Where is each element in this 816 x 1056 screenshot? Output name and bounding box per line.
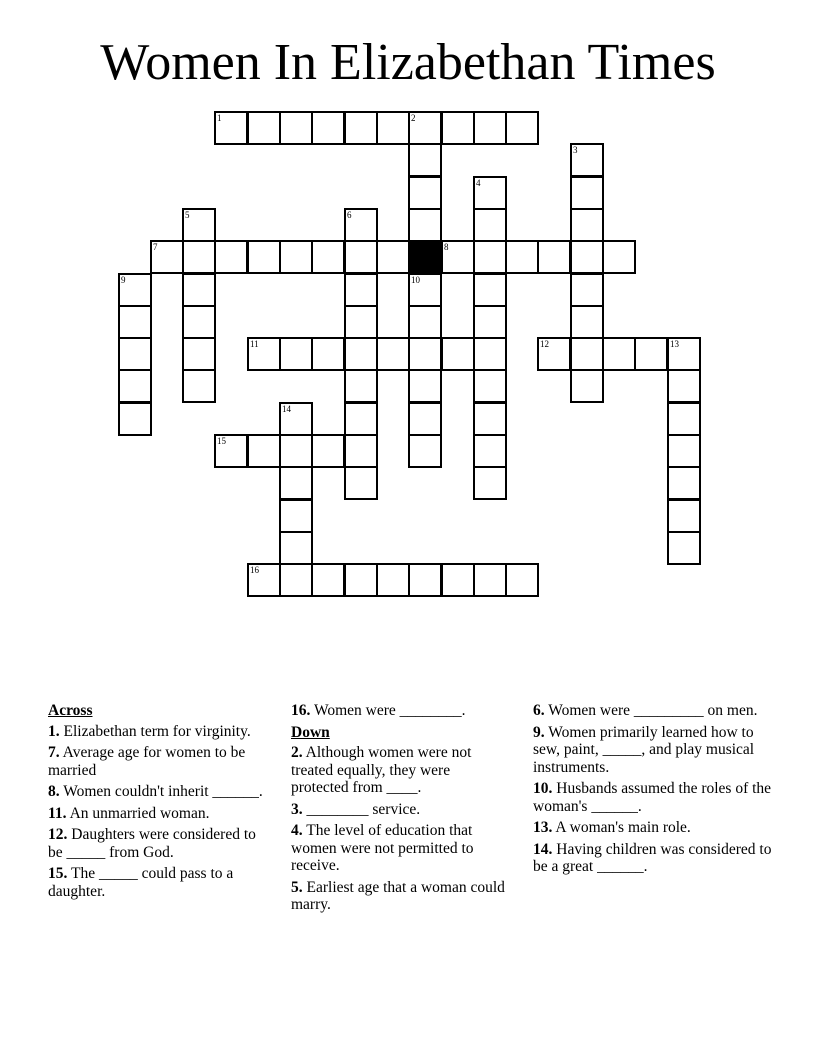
- grid-cell[interactable]: [441, 111, 475, 145]
- grid-cell[interactable]: [570, 176, 604, 210]
- grid-cell[interactable]: [344, 240, 378, 274]
- clue-number-label: 15: [217, 436, 226, 446]
- clue-number-label: 14: [282, 404, 291, 414]
- grid-cell-4[interactable]: [473, 176, 507, 210]
- grid-cell-14[interactable]: [279, 402, 313, 436]
- grid-cell[interactable]: [473, 369, 507, 403]
- clue-number-label: 7: [153, 242, 158, 252]
- grid-cell[interactable]: [505, 240, 539, 274]
- grid-cell[interactable]: [667, 434, 701, 468]
- clue-text: Husbands assumed the roles of the woman's ______.: [533, 780, 772, 815]
- clue-number: 7.: [48, 744, 60, 761]
- grid-cell[interactable]: [344, 111, 378, 145]
- grid-cell[interactable]: [473, 337, 507, 371]
- grid-cell[interactable]: [408, 402, 442, 436]
- clue-number-label: 8: [444, 242, 449, 252]
- clue-number: 5.: [291, 878, 303, 896]
- clue-text: Women were ________.: [313, 702, 466, 719]
- clue-number: 4.: [291, 822, 303, 839]
- clue-text: The level of education that women were not permitted to receive.: [291, 822, 474, 874]
- grid-cell[interactable]: [473, 240, 507, 274]
- clue-text: A woman's main role.: [555, 819, 691, 836]
- clue-across-8: [48, 783, 268, 801]
- clue-text: Women were _________ on men.: [548, 702, 758, 719]
- clue-text: Having children was considered to be a great ______.: [533, 840, 772, 875]
- grid-cell[interactable]: [473, 466, 507, 500]
- clue-number: 11.: [48, 804, 67, 822]
- clue-text: Elizabethan term for virginity.: [63, 722, 251, 740]
- grid-cell[interactable]: [473, 111, 507, 145]
- grid-cell[interactable]: [408, 208, 442, 242]
- clue-down-10: [533, 780, 773, 815]
- grid-cell-8[interactable]: [441, 240, 475, 274]
- grid-cell[interactable]: [279, 240, 313, 274]
- grid-cell-16[interactable]: [247, 563, 281, 597]
- grid-cell-5[interactable]: [182, 208, 216, 242]
- grid-cell[interactable]: [441, 337, 475, 371]
- grid-cell[interactable]: [473, 305, 507, 339]
- grid-cell[interactable]: [118, 305, 152, 339]
- grid-cell[interactable]: [473, 402, 507, 436]
- clue-number-label: 2: [411, 113, 416, 123]
- grid-cell[interactable]: [376, 563, 410, 597]
- grid-cell[interactable]: [505, 563, 539, 597]
- clue-across-1: [48, 723, 268, 741]
- grid-cell[interactable]: [376, 240, 410, 274]
- clue-number: 3.: [291, 800, 303, 818]
- grid-cell-9[interactable]: [118, 273, 152, 307]
- clue-number: 1.: [48, 722, 60, 740]
- grid-cell[interactable]: [408, 563, 442, 597]
- grid-cell[interactable]: [247, 240, 281, 274]
- black-cell: [408, 240, 442, 274]
- grid-cell[interactable]: [602, 337, 636, 371]
- grid-cell[interactable]: [376, 111, 410, 145]
- clue-number: 8.: [48, 783, 60, 800]
- grid-cell[interactable]: [408, 369, 442, 403]
- clue-number-label: 3: [573, 145, 578, 155]
- grid-cell[interactable]: [570, 369, 604, 403]
- clue-across-15: [48, 865, 268, 900]
- grid-cell[interactable]: [311, 111, 345, 145]
- grid-cell[interactable]: [182, 240, 216, 274]
- grid-cell[interactable]: [408, 305, 442, 339]
- grid-cell[interactable]: [344, 563, 378, 597]
- grid-cell[interactable]: [570, 208, 604, 242]
- clue-number: 15.: [48, 865, 68, 882]
- grid-cell-15[interactable]: [214, 434, 248, 468]
- clues-column-2: [291, 702, 505, 918]
- grid-cell[interactable]: [667, 499, 701, 533]
- clue-down-6: [533, 702, 773, 720]
- grid-cell[interactable]: [344, 337, 378, 371]
- grid-cell[interactable]: [667, 531, 701, 565]
- grid-cell[interactable]: [182, 305, 216, 339]
- grid-cell[interactable]: [279, 563, 313, 597]
- grid-cell[interactable]: [344, 402, 378, 436]
- grid-cell[interactable]: [570, 305, 604, 339]
- grid-cell[interactable]: [279, 531, 313, 565]
- grid-cell[interactable]: [570, 240, 604, 274]
- grid-cell-10[interactable]: [408, 273, 442, 307]
- grid-cell[interactable]: [118, 337, 152, 371]
- grid-cell[interactable]: [344, 434, 378, 468]
- clue-down-9: [533, 724, 773, 777]
- grid-cell[interactable]: [408, 143, 442, 177]
- clue-text: The _____ could pass to a daughter.: [48, 865, 234, 900]
- grid-cell[interactable]: [344, 305, 378, 339]
- page-title: Women In Elizabethan Times: [100, 34, 716, 91]
- grid-cell[interactable]: [182, 369, 216, 403]
- grid-cell[interactable]: [473, 208, 507, 242]
- grid-cell[interactable]: [408, 434, 442, 468]
- clue-number-label: 1: [217, 113, 222, 123]
- clue-text: Earliest age that a woman could marry.: [291, 878, 505, 913]
- grid-cell[interactable]: [279, 499, 313, 533]
- grid-cell-13[interactable]: [667, 337, 701, 371]
- grid-cell[interactable]: [505, 111, 539, 145]
- grid-cell[interactable]: [441, 563, 475, 597]
- clues-column-1: [48, 702, 268, 904]
- grid-cell[interactable]: [118, 369, 152, 403]
- across-heading: Across: [48, 702, 93, 719]
- clue-number-label: 6: [347, 210, 352, 220]
- clue-number: 10.: [533, 780, 553, 797]
- grid-cell[interactable]: [182, 273, 216, 307]
- clue-down-5: [291, 879, 505, 914]
- clue-number: 2.: [291, 744, 303, 761]
- grid-cell[interactable]: [473, 273, 507, 307]
- clue-text: An unmarried woman.: [69, 804, 210, 822]
- clue-across-7: [48, 744, 268, 779]
- grid-cell[interactable]: [634, 337, 668, 371]
- grid-cell[interactable]: [570, 273, 604, 307]
- clue-text: Average age for women to be married: [48, 744, 246, 779]
- grid-cell[interactable]: [279, 434, 313, 468]
- clue-number-label: 4: [476, 178, 481, 188]
- clue-number: 6.: [533, 702, 545, 719]
- grid-cell[interactable]: [344, 273, 378, 307]
- clue-across-11: [48, 805, 268, 823]
- grid-cell[interactable]: [667, 466, 701, 500]
- clue-number-label: 13: [670, 339, 679, 349]
- clue-down-2: [291, 744, 505, 797]
- clue-down-3: [291, 801, 505, 819]
- grid-cell[interactable]: [279, 337, 313, 371]
- down-heading: Down: [291, 723, 330, 741]
- grid-cell-11[interactable]: [247, 337, 281, 371]
- grid-cell[interactable]: [311, 240, 345, 274]
- grid-cell[interactable]: [279, 466, 313, 500]
- clue-down-4: [291, 822, 505, 875]
- grid-cell[interactable]: [279, 111, 313, 145]
- grid-cell[interactable]: [473, 434, 507, 468]
- clue-number-label: 5: [185, 210, 190, 220]
- clue-number-label: 16: [250, 565, 259, 575]
- clue-text: Women primarily learned how to sew, paint, _____, and play musical instruments.: [533, 723, 755, 776]
- grid-cell[interactable]: [570, 337, 604, 371]
- grid-cell[interactable]: [311, 337, 345, 371]
- grid-cell[interactable]: [667, 402, 701, 436]
- clue-text: Women couldn't inherit ______.: [63, 783, 263, 800]
- grid-cell[interactable]: [182, 337, 216, 371]
- grid-cell[interactable]: [473, 563, 507, 597]
- grid-cell[interactable]: [408, 337, 442, 371]
- grid-cell[interactable]: [118, 402, 152, 436]
- clue-text: Daughters were considered to be _____ from God.: [48, 826, 256, 861]
- clue-number: 16.: [291, 702, 311, 719]
- clue-number: 12.: [48, 826, 68, 843]
- grid-cell-3[interactable]: [570, 143, 604, 177]
- grid-cell-7[interactable]: [150, 240, 184, 274]
- grid-cell[interactable]: [376, 337, 410, 371]
- grid-cell[interactable]: [247, 434, 281, 468]
- grid-cell[interactable]: [408, 176, 442, 210]
- grid-cell[interactable]: [247, 111, 281, 145]
- grid-cell[interactable]: [311, 563, 345, 597]
- clue-number: 9.: [533, 723, 545, 741]
- clue-text: Although women were not treated equally, they were protected from ____.: [291, 744, 472, 796]
- grid-cell[interactable]: [214, 240, 248, 274]
- grid-cell-2[interactable]: [408, 111, 442, 145]
- clue-number: 13.: [533, 819, 553, 836]
- grid-cell[interactable]: [667, 369, 701, 403]
- clue-number-label: 11: [250, 339, 259, 349]
- grid-cell-12[interactable]: [537, 337, 571, 371]
- clues-column-3: [533, 702, 773, 880]
- grid-cell-1[interactable]: [214, 111, 248, 145]
- grid-cell[interactable]: [602, 240, 636, 274]
- clue-down-14: [533, 841, 773, 876]
- clue-number-label: 12: [540, 339, 549, 349]
- grid-cell[interactable]: [311, 434, 345, 468]
- grid-cell[interactable]: [344, 369, 378, 403]
- clue-number-label: 10: [411, 275, 420, 285]
- grid-cell[interactable]: [537, 240, 571, 274]
- clue-down-13: [533, 819, 773, 837]
- clue-number-label: 9: [121, 275, 126, 285]
- clue-across-12: [48, 826, 268, 861]
- clue-text: ________ service.: [306, 800, 421, 818]
- grid-cell[interactable]: [344, 466, 378, 500]
- clue-number: 14.: [533, 840, 553, 858]
- clue-across-16: [291, 702, 505, 720]
- grid-cell-6[interactable]: [344, 208, 378, 242]
